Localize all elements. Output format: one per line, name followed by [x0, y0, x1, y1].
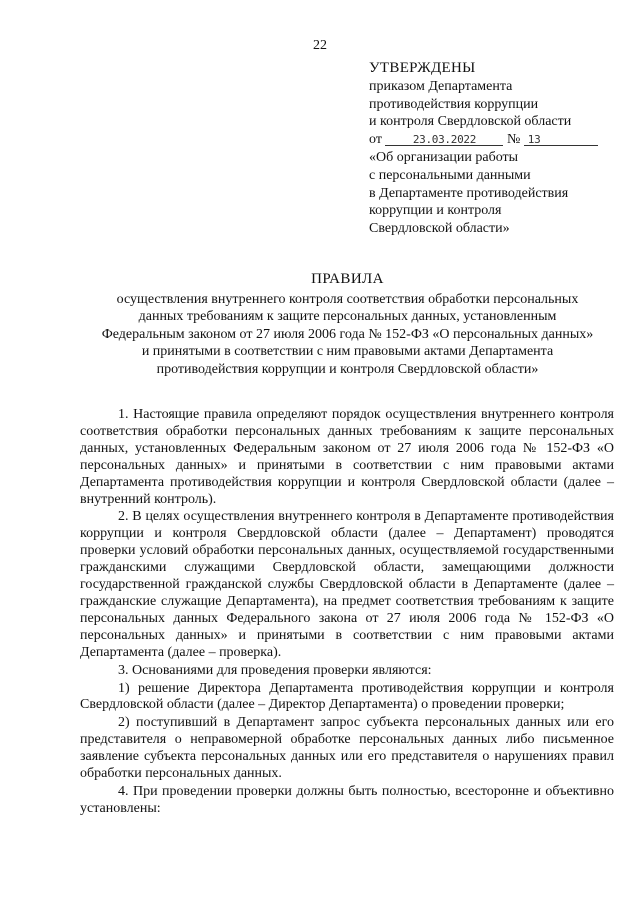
paragraph-4: 4. При проведении проверки должны быть полностью, всесторонне и объективно установлены:: [80, 783, 614, 816]
number-prefix: №: [506, 132, 521, 148]
approval-subject: Свердловской области»: [369, 221, 510, 237]
date-prefix: от: [369, 132, 382, 148]
document-body: [80, 407, 614, 818]
heading-line: и принятыми в соответствии с ним правовыми актами Департамента: [141, 344, 554, 360]
date-value: 23.03.2022: [385, 131, 503, 146]
heading-line: данных требованиям к защите персональных данных, установленным: [138, 309, 557, 325]
approval-subject: коррупции и контроля: [369, 203, 502, 219]
approval-line: и контроля Свердловской области: [369, 114, 572, 130]
document-title: ПРАВИЛА: [311, 271, 384, 287]
approval-subject: в Департаменте противодействия: [369, 185, 569, 201]
heading-line: противодействия коррупции и контроля Свердловской области»: [156, 361, 539, 377]
page-number: 22: [313, 38, 327, 53]
paragraph-3-item-2: 2) поступивший в Департамент запрос субъекта персональных данных или его представителя о неправомерной обработке персональных данных либо письменное заявление субъекта персональных данных или его представителя о нарушениях правил обработки персональных данных.: [80, 715, 614, 782]
approval-date-line: [369, 131, 619, 149]
number-value: 13: [524, 131, 598, 146]
approval-subject: с персональными данными: [369, 167, 531, 183]
approval-subject: «Об организации работы: [369, 149, 519, 165]
paragraph-3-item-1: 1) решение Директора Департамента противодействия коррупции и контроля Свердловской области (далее – Директор Департамента) о проведении проверки;: [80, 680, 614, 713]
paragraph-3: 3. Основаниями для проведения проверки являются:: [118, 662, 432, 678]
paragraph-2: 2. В целях осуществления внутреннего контроля в Департаменте противодействия коррупции и контроля Свердловской области (далее – Департамент) проводятся проверки условий обработки персональных данных, осуществляемой государственными гражданскими служащими Свердловской области, замещающими должности государственной гражданской службы Свердловской области в Департаменте (далее – гражданские служащие Департамента), на предмет соответствия требованиям к защите персональных данных Федерального закона от 27 июля 2006 года № 152-ФЗ «О персональных данных» и принятыми в соответствии с ним правовыми актами Департамента (далее – проверка).: [80, 509, 614, 660]
approval-line: приказом Департамента: [369, 78, 513, 94]
document-heading: [80, 271, 615, 379]
approval-line: противодействия коррупции: [369, 96, 539, 112]
paragraph-1: 1. Настоящие правила определяют порядок осуществления внутреннего контроля соответствия обработки персональных данных требованиям к защите персональных данных, установленных Федеральным законом от 27 июля 2006 года № 152-ФЗ «О персональных данных» и принятыми в соответствии с ним правовыми актами Департамента противодействия коррупции и контроля Свердловской области (далее – внутренний контроль).: [80, 407, 614, 507]
approval-block: [369, 60, 619, 238]
approval-title: УТВЕРЖДЕНЫ: [369, 60, 476, 76]
heading-line: Федеральным законом от 27 июля 2006 года № 152-ФЗ «О персональных данных»: [101, 326, 594, 342]
heading-line: осуществления внутреннего контроля соответствия обработки персональных: [116, 291, 579, 307]
